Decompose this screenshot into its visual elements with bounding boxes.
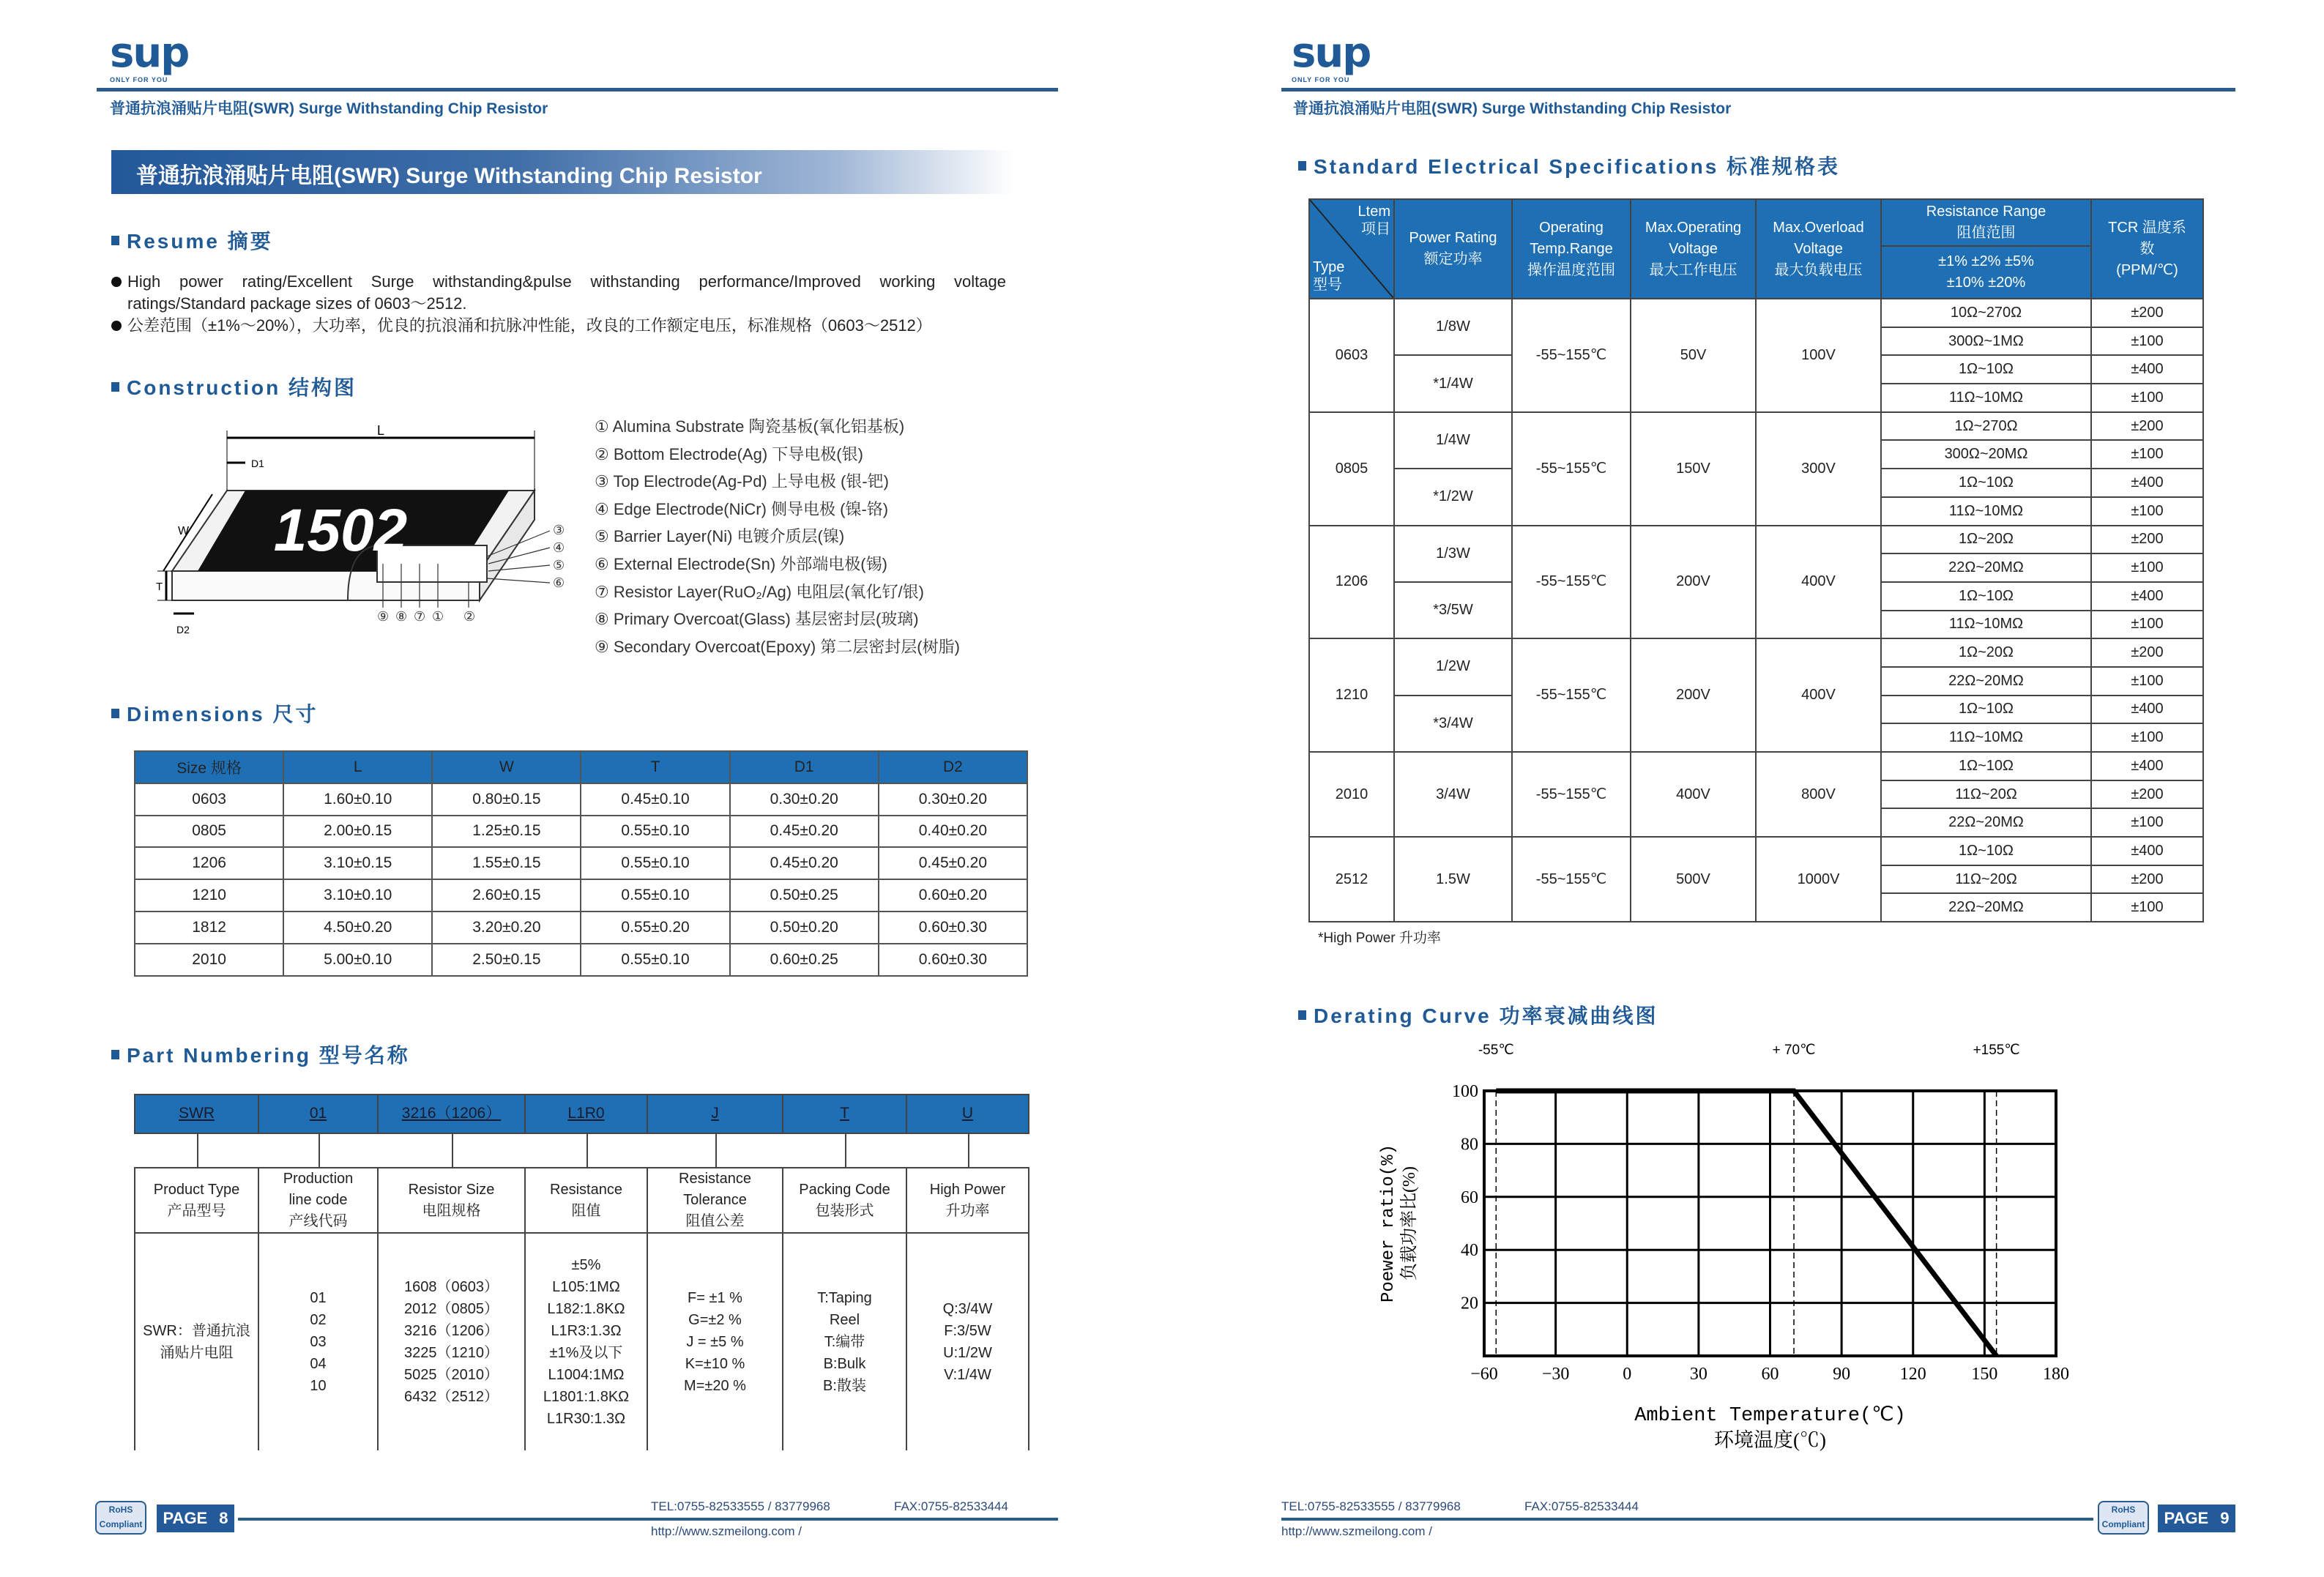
heading-text: Derating Curve 功率衰减曲线图	[1314, 1004, 1658, 1027]
tcr-cell: ±200	[2091, 412, 2203, 441]
tcr-cell: ±100	[2091, 440, 2203, 469]
table-cell: 0.45±0.20	[730, 847, 879, 879]
resistance-range-cell: 1Ω~10Ω	[1881, 582, 2091, 611]
brand-logo-right	[1292, 31, 1370, 84]
page-number-badge	[2158, 1505, 2235, 1532]
maxop-cell: 150V	[1631, 412, 1756, 526]
tcr-cell: ±100	[2091, 667, 2203, 696]
tcr-cell: ±400	[2091, 752, 2203, 780]
heading-text: Resume 摘要	[127, 230, 273, 253]
power-cell: 3/4W	[1394, 752, 1512, 837]
tcr-cell: ±100	[2091, 384, 2203, 412]
bullet-item	[111, 271, 1006, 315]
tcr-cell: ±100	[2091, 497, 2203, 526]
tcr-cell: ±200	[2091, 299, 2203, 327]
type-cell: 2512	[1309, 837, 1394, 922]
type-cell: 1206	[1309, 526, 1394, 639]
table-cell: 0.45±0.20	[730, 816, 879, 848]
tcr-cell: ±100	[2091, 808, 2203, 837]
description-detail: 1608（0603） 2012（0805） 3216（1206） 3225（1210） 5025（2010） 6432（2512）	[378, 1233, 525, 1450]
table-header-row	[135, 751, 1027, 783]
chip-construction-diagram	[157, 425, 582, 644]
callout: ⑦	[414, 609, 426, 624]
maxov-cell: 100V	[1756, 299, 1881, 412]
temp-cell: -55~155℃	[1512, 837, 1631, 922]
table-cell: 0.55±0.10	[581, 847, 729, 879]
table-cell: 1.25±0.15	[432, 816, 581, 848]
x-axis-label-cn: 环境温度(℃)	[1714, 1429, 1826, 1451]
heading-text: Construction 结构图	[127, 376, 357, 399]
resistance-range-cell: 300Ω~1MΩ	[1881, 327, 2091, 356]
column-header: D1	[730, 751, 879, 783]
construction-item: ② Bottom Electrode(Ag) 下导电极(银)	[595, 444, 863, 463]
maxov-cell: 800V	[1756, 752, 1881, 837]
spec-row	[1309, 837, 2203, 865]
code-cell	[378, 1095, 525, 1133]
description-detail: F= ±1 % G=±2 % J = ±5 % K=±10 % M=±20 %	[647, 1233, 783, 1450]
description-header: Production line code 产线代码	[258, 1168, 378, 1233]
maxov-cell: 1000V	[1756, 837, 1881, 922]
y-axis-label-cn: 负载功率比(%)	[1400, 1166, 1419, 1280]
page-num: 8	[219, 1509, 228, 1527]
footer-tel: TEL:0755-82533555 / 83779968	[651, 1499, 830, 1513]
resistance-range-cell: 22Ω~20MΩ	[1881, 893, 2091, 922]
dim-label-d1: D1	[251, 458, 264, 469]
table-cell: 0.60±0.30	[879, 944, 1027, 976]
table-cell: 5.00±0.10	[283, 944, 432, 976]
resistance-range-cell: 22Ω~20MΩ	[1881, 553, 2091, 582]
table-cell: 3.10±0.10	[283, 879, 432, 911]
heading-text: Dimensions 尺寸	[127, 703, 319, 726]
derating-heading	[1298, 1000, 1658, 1029]
construction-item: ① Alumina Substrate 陶瓷基板(氧化铝基板)	[595, 417, 905, 436]
type-cell: 2010	[1309, 752, 1394, 837]
maxov-cell: 400V	[1756, 526, 1881, 639]
dim-label-l: L	[377, 423, 385, 438]
connector-row	[135, 1133, 1029, 1168]
rohs-badge: RoHS Compliant	[2098, 1501, 2149, 1535]
footer-url[interactable]: http://www.szmeilong.com /	[651, 1524, 802, 1538]
chip-marking: 1502	[273, 497, 408, 564]
type-cell: 0603	[1309, 299, 1394, 412]
x-tick-label: 120	[1899, 1365, 1926, 1384]
table-cell: 0.50±0.20	[730, 911, 879, 944]
footer-rule	[1281, 1518, 2093, 1521]
table-row	[135, 783, 1027, 816]
table-row	[135, 816, 1027, 848]
power-cell: *3/4W	[1394, 696, 1512, 752]
y-tick-label: 100	[1452, 1082, 1478, 1101]
construction-item: ⑨ Secondary Overcoat(Epoxy) 第二层密封层(树脂)	[595, 637, 960, 656]
code-cell	[906, 1095, 1029, 1133]
maxop-cell: 400V	[1631, 752, 1756, 837]
page-num: 9	[2220, 1509, 2230, 1527]
code-cell	[135, 1095, 258, 1133]
description-detail: T:Taping Reel T:编带 B:Bulk B:散装	[783, 1233, 906, 1450]
resistance-range-cell: 1Ω~270Ω	[1881, 412, 2091, 441]
callout: ⑨	[377, 609, 390, 624]
dim-label-t: T	[156, 581, 163, 593]
bullet-item	[111, 315, 1006, 337]
header-maxop: Max.Operating Voltage 最大工作电压	[1631, 199, 1756, 299]
connector-cell	[525, 1133, 647, 1168]
temp-cell: -55~155℃	[1512, 526, 1631, 639]
code-cell	[783, 1095, 906, 1133]
connector-line	[197, 1134, 198, 1167]
callout: ④	[553, 540, 565, 555]
spec-row	[1309, 638, 2203, 667]
resistance-range-cell: 11Ω~20Ω	[1881, 865, 2091, 894]
resistance-range-cell: 1Ω~10Ω	[1881, 469, 2091, 497]
temp-cell: -55~155℃	[1512, 299, 1631, 412]
page-number-badge	[157, 1505, 234, 1532]
table-cell: 4.50±0.20	[283, 911, 432, 944]
header-tcr: TCR 温度系 数 (PPM/℃)	[2091, 199, 2203, 299]
connector-cell	[647, 1133, 783, 1168]
code-segment: U	[961, 1105, 974, 1122]
column-header: T	[581, 751, 729, 783]
table-cell: 3.10±0.15	[283, 847, 432, 879]
construction-heading	[111, 372, 357, 401]
y-tick-label: 40	[1461, 1241, 1478, 1261]
power-cell: 1/8W	[1394, 299, 1512, 355]
marker-label: -55℃	[1478, 1043, 1514, 1058]
table-cell: 0.55±0.10	[581, 944, 729, 976]
maxov-cell: 300V	[1756, 412, 1881, 526]
y-axis-label: Poewer ratio(%)	[1379, 1144, 1399, 1303]
tcr-cell: ±400	[2091, 582, 2203, 611]
table-cell: 1.55±0.15	[432, 847, 581, 879]
callout: ⑤	[553, 558, 565, 573]
power-cell: 1/4W	[1394, 412, 1512, 469]
callout: ⑧	[395, 609, 408, 624]
marker-label: + 70℃	[1772, 1043, 1816, 1058]
spec-row	[1309, 299, 2203, 327]
code-segment: SWR	[179, 1105, 215, 1122]
x-tick-label: 180	[2043, 1365, 2069, 1384]
code-cell	[647, 1095, 783, 1133]
connector-line	[319, 1134, 320, 1167]
tcr-cell: ±400	[2091, 696, 2203, 724]
table-cell: 0.60±0.25	[730, 944, 879, 976]
connector-line	[586, 1134, 588, 1167]
maxop-cell: 200V	[1631, 526, 1756, 639]
footer-fax: FAX:0755-82533444	[1524, 1499, 1639, 1513]
part-numbering-heading	[111, 1040, 410, 1069]
tcr-cell: ±100	[2091, 893, 2203, 922]
header-rule	[97, 88, 1058, 92]
maxov-cell: 400V	[1756, 638, 1881, 752]
footer-url[interactable]: http://www.szmeilong.com /	[1281, 1524, 1432, 1538]
table-cell: 1812	[135, 911, 283, 944]
resume-bullets	[111, 271, 1006, 337]
code-cell	[258, 1095, 378, 1133]
header-power: Power Rating 额定功率	[1394, 199, 1512, 299]
item-label: Ltem 项目	[1357, 204, 1390, 237]
x-tick-label: −30	[1541, 1365, 1570, 1384]
tcr-cell: ±400	[2091, 837, 2203, 865]
power-cell: *1/4W	[1394, 355, 1512, 411]
maxop-cell: 50V	[1631, 299, 1756, 412]
table-cell: 0603	[135, 783, 283, 816]
code-row	[135, 1095, 1029, 1133]
x-tick-label: −60	[1470, 1365, 1498, 1384]
x-tick-label: 150	[1971, 1365, 1998, 1384]
logo-text: sup	[110, 29, 189, 77]
resistance-range-cell: 11Ω~10MΩ	[1881, 497, 2091, 526]
connector-line	[845, 1134, 846, 1167]
column-header: Size 规格	[135, 751, 283, 783]
power-cell: *3/5W	[1394, 582, 1512, 638]
table-row	[135, 911, 1027, 944]
table-cell: 2.50±0.15	[432, 944, 581, 976]
maxop-cell: 500V	[1631, 837, 1756, 922]
logo-tagline: ONLY FOR YOU	[110, 76, 168, 83]
resistance-range-cell: 22Ω~20MΩ	[1881, 808, 2091, 837]
connector-cell	[135, 1133, 258, 1168]
header-range: Resistance Range 阻值范围	[1881, 199, 2091, 246]
header-maxov: Max.Overload Voltage 最大负载电压	[1756, 199, 1881, 299]
description-detail: ±5% L105:1MΩ L182:1.8KΩ L1R3:1.3Ω ±1%及以下 L1004:1MΩ L1801:1.8KΩ L1R30:1.3Ω	[525, 1233, 647, 1450]
spec-row	[1309, 412, 2203, 441]
resistance-range-cell: 1Ω~20Ω	[1881, 638, 2091, 667]
dimensions-heading	[111, 698, 318, 728]
spec-header-row	[1309, 199, 2203, 246]
title-banner: 普通抗浪涌贴片电阻(SWR) Surge Withstanding Chip Resistor	[111, 150, 1013, 194]
connector-line	[968, 1134, 969, 1167]
description-header: Resistor Size 电阻规格	[378, 1168, 525, 1233]
tcr-cell: ±200	[2091, 526, 2203, 554]
temp-cell: -55~155℃	[1512, 752, 1631, 837]
tcr-cell: ±200	[2091, 865, 2203, 894]
page-subtitle: 普通抗浪涌贴片电阻(SWR) Surge Withstanding Chip Resistor	[1293, 100, 1732, 117]
description-detail: SWR：普通抗浪 涌贴片电阻	[135, 1233, 258, 1450]
construction-item: ⑦ Resistor Layer(RuO₂/Ag) 电阻层(氧化钌/银)	[595, 582, 924, 601]
logo-text: sup	[1292, 29, 1371, 77]
tcr-cell: ±400	[2091, 355, 2203, 384]
heading-text: Standard Electrical Specifications 标准规格表	[1314, 155, 1841, 178]
page-label: PAGE	[163, 1509, 208, 1527]
code-segment: 01	[309, 1105, 327, 1122]
heading-text: Part Numbering 型号名称	[127, 1044, 410, 1067]
x-tick-label: 60	[1761, 1365, 1779, 1384]
table-cell: 2.00±0.15	[283, 816, 432, 848]
resistance-range-cell: 11Ω~10MΩ	[1881, 723, 2091, 752]
power-cell: 1.5W	[1394, 837, 1512, 922]
type-cell: 1210	[1309, 638, 1394, 752]
temp-cell: -55~155℃	[1512, 638, 1631, 752]
tcr-cell: ±100	[2091, 553, 2203, 582]
code-segment: 3216（1206）	[401, 1105, 502, 1122]
resistance-range-cell: 1Ω~20Ω	[1881, 526, 2091, 554]
resistance-range-cell: 1Ω~10Ω	[1881, 355, 2091, 384]
type-label: Type 型号	[1313, 259, 1345, 293]
table-cell: 0.30±0.20	[879, 783, 1027, 816]
table-cell: 0.30±0.20	[730, 783, 879, 816]
spec-heading	[1298, 151, 1840, 180]
connector-line	[715, 1134, 717, 1167]
table-cell: 0.80±0.15	[432, 783, 581, 816]
header-tolerance: ±1% ±2% ±5% ±10% ±20%	[1881, 246, 2091, 299]
spec-row	[1309, 752, 2203, 780]
table-cell: 1.60±0.10	[283, 783, 432, 816]
dim-label-d2: D2	[176, 624, 190, 635]
bullet-text: High power rating/Excellent Surge withstanding&pulse withstanding performance/Improved working voltage ratings/Standard package sizes of 0603～2512.	[127, 272, 1006, 313]
temp-cell: -55~155℃	[1512, 412, 1631, 526]
resistance-range-cell: 11Ω~10MΩ	[1881, 611, 2091, 639]
item-type-header	[1309, 199, 1394, 299]
code-segment: J	[711, 1105, 719, 1122]
construction-item: ④ Edge Electrode(NiCr) 侧导电极 (镍-铬)	[595, 499, 889, 518]
resistance-range-cell: 10Ω~270Ω	[1881, 299, 2091, 327]
table-cell: 0.40±0.20	[879, 816, 1027, 848]
table-cell: 0.60±0.20	[879, 879, 1027, 911]
page-subtitle: 普通抗浪涌贴片电阻(SWR) Surge Withstanding Chip Resistor	[110, 100, 548, 117]
description-body-row	[135, 1233, 1029, 1450]
resume-heading	[111, 225, 273, 255]
resistance-range-cell: 22Ω~20MΩ	[1881, 667, 2091, 696]
tcr-cell: ±200	[2091, 638, 2203, 667]
y-tick-label: 20	[1461, 1294, 1478, 1313]
table-cell: 3.20±0.20	[432, 911, 581, 944]
resistance-range-cell: 1Ω~10Ω	[1881, 837, 2091, 865]
table-cell: 2010	[135, 944, 283, 976]
table-cell: 0.55±0.20	[581, 911, 729, 944]
callout: ⑥	[553, 575, 565, 590]
code-cell	[525, 1095, 647, 1133]
code-segment: L1R0	[567, 1105, 605, 1122]
bullet-text: 公差范围（±1%～20%），大功率，优良的抗浪涌和抗脉冲性能，改良的工作额定电压，标准规格（0603～2512）	[127, 316, 932, 335]
derating-chart	[1377, 1040, 2079, 1450]
description-header: Resistance 阻值	[525, 1168, 647, 1233]
resistance-range-cell: 11Ω~10MΩ	[1881, 384, 2091, 412]
table-cell: 0.45±0.20	[879, 847, 1027, 879]
description-detail: 01 02 03 04 10	[258, 1233, 378, 1450]
resistance-range-cell: 300Ω~20MΩ	[1881, 440, 2091, 469]
resistance-range-cell: 11Ω~20Ω	[1881, 780, 2091, 809]
derating-curve	[1496, 1091, 1996, 1356]
spec-table	[1308, 198, 2204, 922]
description-header: Packing Code 包装形式	[783, 1168, 906, 1233]
header-rule	[1281, 88, 2235, 92]
footer-rule	[238, 1518, 1058, 1521]
construction-item: ③ Top Electrode(Ag-Pd) 上导电极 (银-钯)	[595, 472, 889, 491]
column-header: W	[432, 751, 581, 783]
marker-label: +155℃	[1973, 1043, 2020, 1058]
resistance-range-cell: 1Ω~10Ω	[1881, 752, 2091, 780]
connector-line	[452, 1134, 453, 1167]
type-cell: 0805	[1309, 412, 1394, 526]
connector-cell	[378, 1133, 525, 1168]
x-tick-label: 0	[1623, 1365, 1632, 1384]
tcr-cell: ±400	[2091, 469, 2203, 497]
table-cell: 1206	[135, 847, 283, 879]
table-cell: 0.55±0.10	[581, 816, 729, 848]
power-cell: 1/3W	[1394, 526, 1512, 582]
construction-item: ⑤ Barrier Layer(Ni) 电镀介质层(镍)	[595, 527, 845, 546]
y-tick-label: 80	[1461, 1135, 1478, 1155]
description-header: High Power 升功率	[906, 1168, 1029, 1233]
page-label: PAGE	[2164, 1509, 2209, 1527]
x-axis-label: Ambient Temperature(℃)	[1634, 1405, 1906, 1427]
description-header: Resistance Tolerance 阻值公差	[647, 1168, 783, 1233]
column-header: L	[283, 751, 432, 783]
footer-tel: TEL:0755-82533555 / 83779968	[1281, 1499, 1461, 1513]
description-header: Product Type 产品型号	[135, 1168, 258, 1233]
connector-cell	[906, 1133, 1029, 1168]
construction-item: ⑥ External Electrode(Sn) 外部端电极(锡)	[595, 554, 887, 573]
callout: ③	[553, 523, 565, 537]
brand-logo-left	[110, 31, 188, 84]
x-tick-label: 90	[1833, 1365, 1851, 1384]
rohs-badge: RoHS Compliant	[95, 1501, 146, 1535]
power-cell: *1/2W	[1394, 469, 1512, 525]
table-row	[135, 879, 1027, 911]
code-segment: T	[840, 1105, 849, 1122]
connector-cell	[258, 1133, 378, 1168]
y-tick-label: 60	[1461, 1188, 1478, 1207]
table-cell: 0.55±0.10	[581, 879, 729, 911]
callout: ①	[432, 609, 444, 624]
power-cell: 1/2W	[1394, 638, 1512, 695]
description-header-row	[135, 1168, 1029, 1233]
table-cell: 0.60±0.30	[879, 911, 1027, 944]
resistance-range-cell: 1Ω~10Ω	[1881, 696, 2091, 724]
table-row	[135, 944, 1027, 976]
connector-cell	[783, 1133, 906, 1168]
construction-legend	[595, 414, 960, 662]
callout: ②	[463, 609, 476, 624]
table-cell: 0.45±0.10	[581, 783, 729, 816]
tcr-cell: ±100	[2091, 723, 2203, 752]
table-row	[135, 847, 1027, 879]
x-tick-label: 30	[1689, 1365, 1707, 1384]
description-detail: Q:3/4W F:3/5W U:1/2W V:1/4W	[906, 1233, 1029, 1450]
logo-tagline: ONLY FOR YOU	[1292, 76, 1350, 83]
footer-fax: FAX:0755-82533444	[894, 1499, 1008, 1513]
table-cell: 0805	[135, 816, 283, 848]
part-numbering-table	[134, 1094, 1029, 1450]
tcr-cell: ±200	[2091, 780, 2203, 809]
table-cell: 2.60±0.15	[432, 879, 581, 911]
tcr-cell: ±100	[2091, 611, 2203, 639]
maxop-cell: 200V	[1631, 638, 1756, 752]
table-cell: 1210	[135, 879, 283, 911]
column-header: D2	[879, 751, 1027, 783]
dim-label-w: W	[178, 525, 190, 537]
header-temp: Operating Temp.Range 操作温度范围	[1512, 199, 1631, 299]
spec-footnote: *High Power 升功率	[1318, 931, 1441, 946]
dimensions-table	[134, 750, 1028, 977]
tcr-cell: ±100	[2091, 327, 2203, 356]
spec-row	[1309, 526, 2203, 554]
construction-item: ⑧ Primary Overcoat(Glass) 基层密封层(玻璃)	[595, 610, 919, 629]
table-cell: 0.50±0.25	[730, 879, 879, 911]
